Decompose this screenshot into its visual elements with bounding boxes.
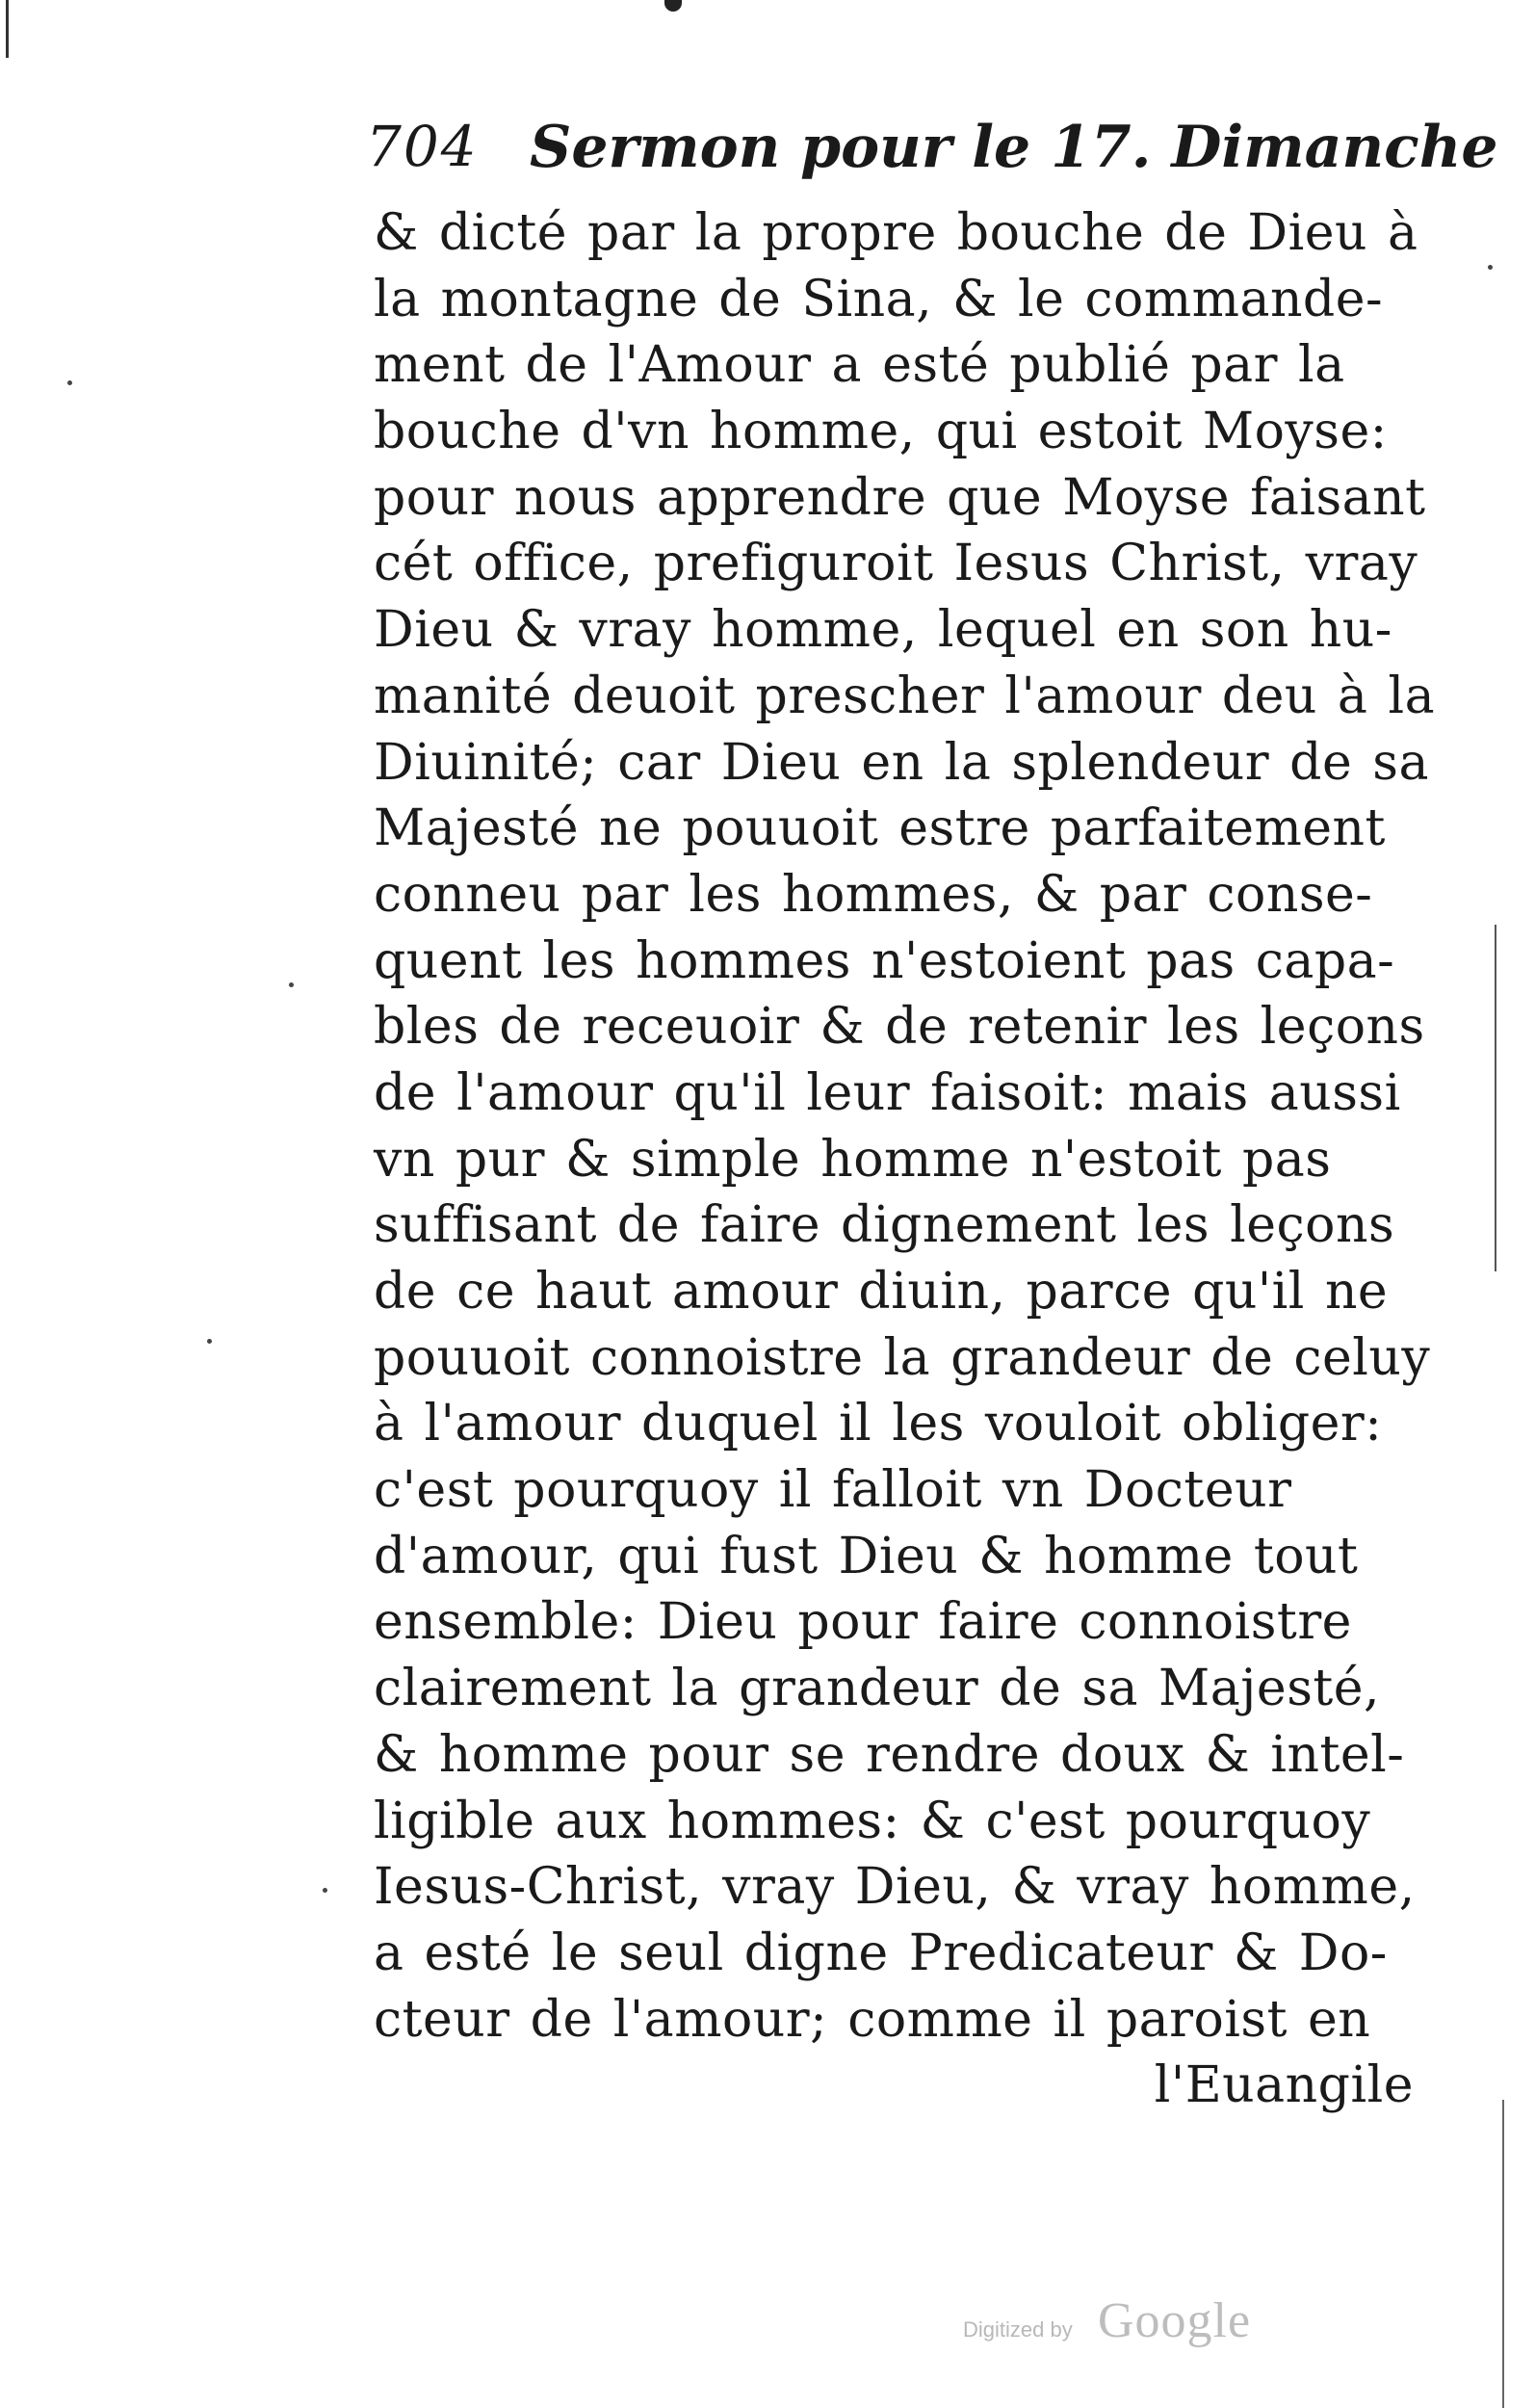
text-line: clairement la grandeur de sa Majesté, xyxy=(374,1660,1381,1718)
text-line: bouche d'vn homme, qui estoit Moyse: xyxy=(374,403,1388,461)
page-number: 704 xyxy=(366,114,479,179)
text-line: & homme pour se rendre doux & intel- xyxy=(374,1725,1405,1784)
text-line: pour nous apprendre que Moyse faisant xyxy=(374,468,1426,527)
text-line: c'est pourquoy il falloit vn Docteur xyxy=(374,1461,1292,1520)
text-line: suffisant de faire dignement les leçons xyxy=(374,1196,1395,1255)
ink-speck xyxy=(207,1339,212,1344)
ink-blot xyxy=(664,0,682,12)
running-head: Sermon pour le 17. Dimanche xyxy=(530,114,1498,181)
text-line: manité deuoit prescher l'amour deu à la xyxy=(374,667,1436,725)
ink-speck xyxy=(323,1888,327,1893)
text-line: la montagne de Sina, & le commande- xyxy=(374,270,1384,328)
text-line: à l'amour duquel il les vouloit obliger: xyxy=(374,1395,1383,1453)
watermark-prefix: Digitized by xyxy=(963,2317,1073,2342)
ink-speck xyxy=(289,982,294,987)
ink-speck xyxy=(67,380,72,385)
text-line: Diuinité; car Dieu en la splendeur de sa xyxy=(374,733,1429,792)
scan-edge-mark xyxy=(6,0,9,58)
text-line: conneu par les hommes, & par conse- xyxy=(374,865,1373,924)
text-line: cét office, prefiguroit Iesus Christ, vray xyxy=(374,535,1418,593)
text-line: Iesus-Christ, vray Dieu, & vray homme, xyxy=(374,1858,1416,1917)
scan-edge-mark xyxy=(1495,925,1496,1271)
text-line: Dieu & vray homme, lequel en son hu- xyxy=(374,601,1392,660)
text-line: & dicté par la propre bouche de Dieu à xyxy=(374,204,1418,262)
text-line: bles de receuoir & de retenir les leçons xyxy=(374,998,1425,1057)
text-line: quent les hommes n'estoient pas capa- xyxy=(374,931,1395,990)
text-line: pouuoit connoistre la grandeur de celuy xyxy=(374,1328,1431,1387)
text-line: vn pur & simple homme n'estoit pas xyxy=(374,1130,1332,1189)
text-line: de l'amour qu'il leur faisoit: mais aussi xyxy=(374,1063,1401,1122)
text-line: de ce haut amour diuin, parce qu'il ne xyxy=(374,1263,1389,1321)
body-text xyxy=(374,200,1436,2119)
text-line: a esté le seul digne Predicateur & Do- xyxy=(374,1924,1388,1982)
text-line: ment de l'Amour a esté publié par la xyxy=(374,336,1345,395)
google-watermark xyxy=(963,2292,1310,2360)
text-line: cteur de l'amour; comme il paroist en xyxy=(374,1990,1371,2049)
text-line: ensemble: Dieu pour faire connoistre xyxy=(374,1593,1352,1652)
ink-speck xyxy=(1488,265,1493,270)
page-header xyxy=(366,114,1498,200)
text-line: d'amour, qui fust Dieu & homme tout xyxy=(374,1527,1359,1585)
text-line: ligible aux hommes: & c'est pourquoy xyxy=(374,1792,1371,1850)
catchword: l'Euangile xyxy=(1154,2056,1414,2115)
google-logo: Google xyxy=(1098,2293,1252,2348)
scan-edge-mark xyxy=(1502,2100,1504,2408)
text-line: Majesté ne pouuoit estre parfaitement xyxy=(374,799,1386,858)
